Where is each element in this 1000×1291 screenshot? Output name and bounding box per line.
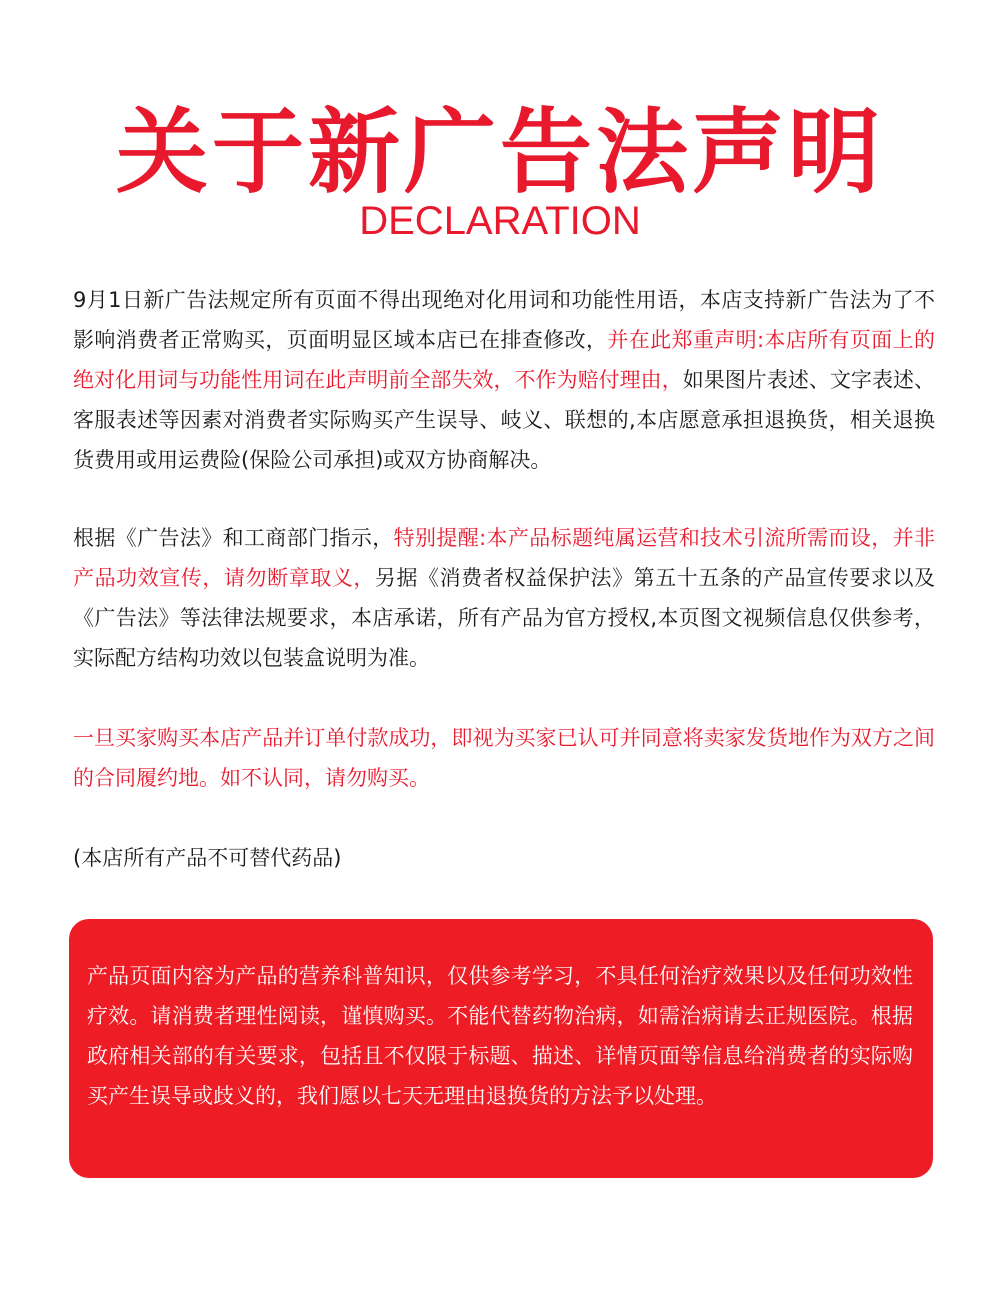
paragraph-2-text-a: 根据《广告法》和工商部门指示， [73, 526, 394, 550]
declaration-paragraph-4: (本店所有产品不可替代药品) [73, 846, 342, 870]
notice-text: 产品页面内容为产品的营养科普知识，仅供参考学习，不具任何治疗效果以及任何功效性疗效。请消费者理性阅读，谨慎购买。不能代替药物治病，如需治病请去正规医院。根据政府相关部的有关要求，包括且不仅限于标题、描述、详情页面等信息给消费者的实际购买产生误导或歧义的，我们愿以七天无理由退换货的方法予以处理。 [87, 964, 913, 1108]
page-title: 关于新广告法声明 [115, 99, 884, 206]
page-subtitle: DECLARATION [359, 199, 641, 243]
declaration-paragraph-2 [73, 518, 935, 678]
paragraph-1-text-b: 如果图片表述、文字表述、客服表述等因素对消费者实际购买产生误导、岐义、联想的,本店愿意承担退换货，相关退换货费用或用运费险(保险公司承担)或双方协商解决。 [73, 368, 936, 472]
declaration-paragraph-3: 一旦买家购买本店产品并订单付款成功，即视为买家已认可并同意将卖家发货地作为双方之间的合同履约地。如不认同，请勿购买。 [73, 726, 935, 790]
paragraph-1-highlight: 并在此郑重声明:本店所有页面上的绝对化用词与功能性用词在此声明前全部失效，不作为赔付理由， [73, 328, 935, 392]
paragraph-1-text-a: 9月1日新广告法规定所有页面不得出现绝对化用词和功能性用语，本店支持新广告法为了不影响消费者正常购买，页面明显区域本店已在排查修改， [73, 288, 935, 352]
paragraph-2-text-b: 另据《消费者权益保护法》第五十五条的产品宣传要求以及《广告法》等法律法规要求，本店承诺，所有产品为官方授权,本页图文视频信息仅供参考，实际配方结构功效以包装盒说明为准。 [73, 566, 936, 670]
declaration-paragraph-1 [73, 280, 935, 480]
notice-box [69, 919, 933, 1178]
paragraph-2-highlight: 特别提醒:本产品标题纯属运营和技术引流所需而设，并非产品功效宣传，请勿断章取义， [73, 526, 936, 590]
